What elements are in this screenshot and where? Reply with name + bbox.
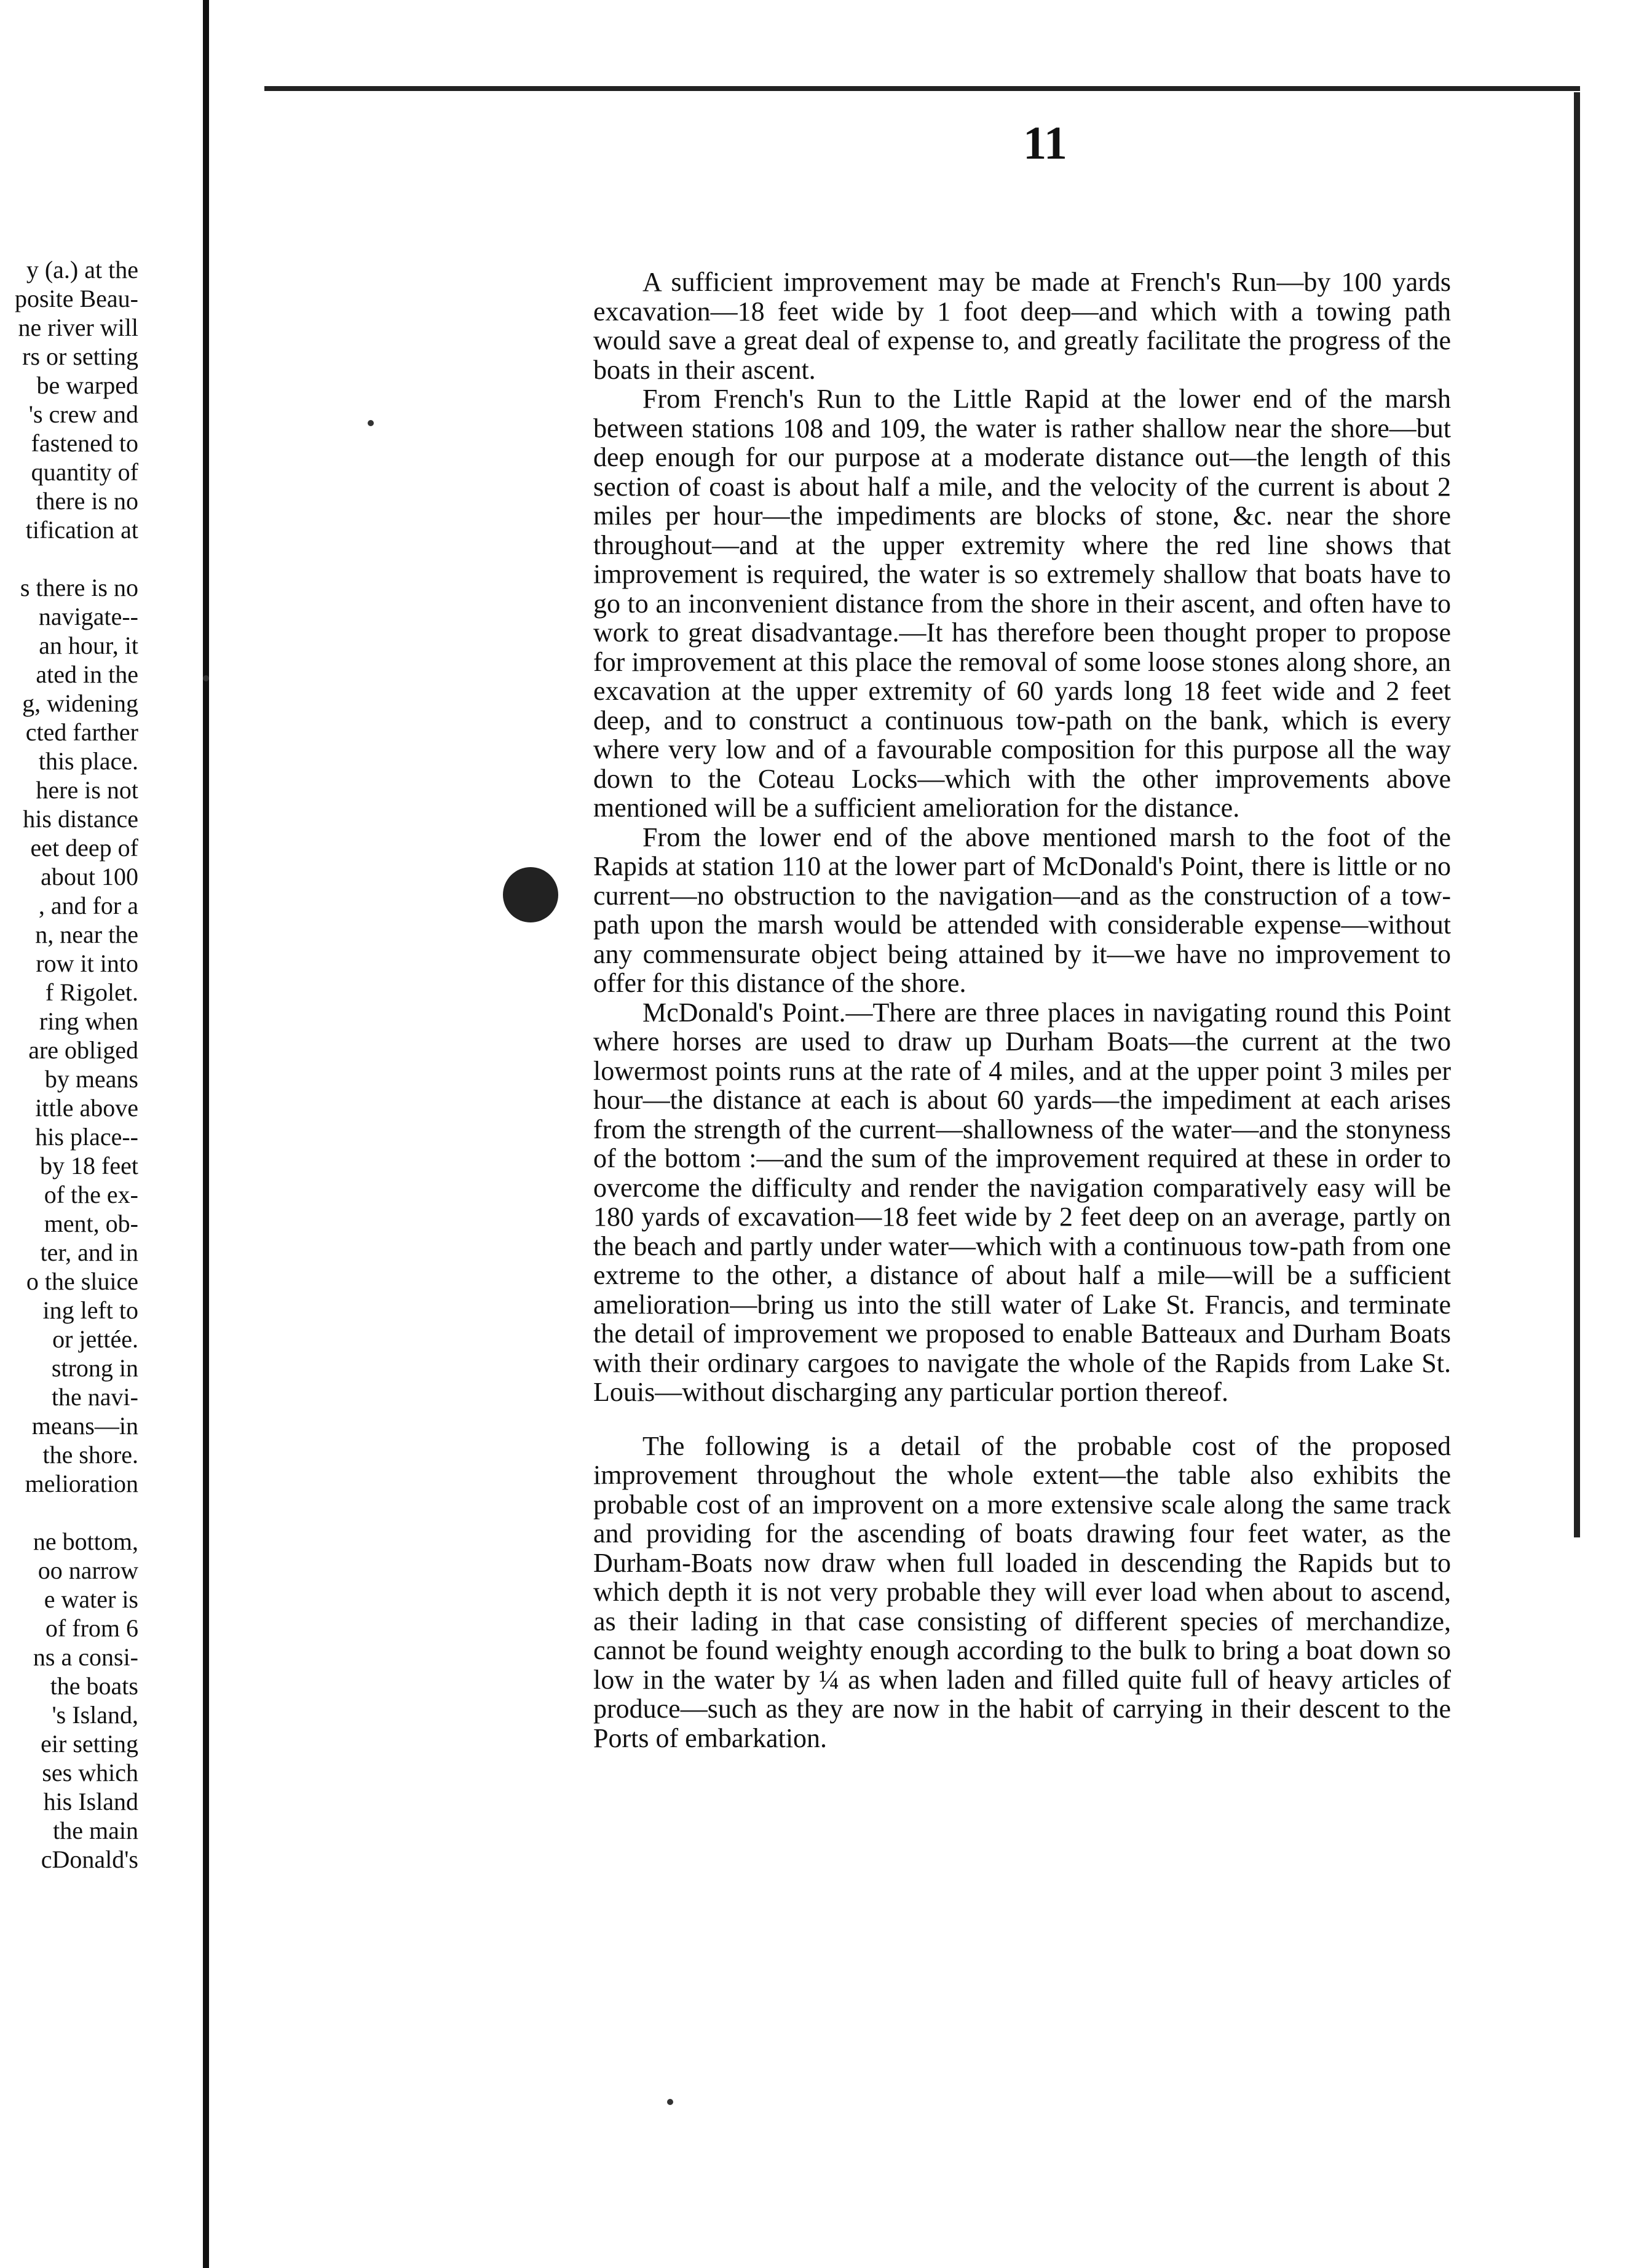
left-page-line: rs or setting	[22, 343, 138, 370]
left-page-line: f Rigolet.	[45, 978, 138, 1006]
left-page-line	[0, 544, 138, 573]
top-border-line	[264, 86, 1580, 91]
left-page-line: about 100	[41, 863, 138, 890]
left-page-line: ne river will	[18, 314, 138, 341]
left-page-line: strong in	[51, 1354, 138, 1382]
paragraph-marsh: From the lower end of the above mentioned marsh to the foot of the Rapids at station 110 at the lower part of McDonald's Point, there is little or no current—no obstruction to the navigation—and as the construction of a tow-path upon the marsh would be attended with considerable expense—without any commensurate object being attained by it—we have no improvement to offer for this distance of the shore.	[593, 822, 1451, 998]
left-page-line: oo narrow	[38, 1556, 138, 1584]
ink-blot	[503, 867, 558, 922]
left-page-line: the boats	[50, 1672, 138, 1700]
speck	[368, 420, 374, 426]
left-page-line: s there is no	[20, 574, 138, 601]
left-page-line: an hour, it	[39, 632, 138, 659]
left-page-line: ter, and in	[40, 1239, 138, 1266]
paragraph-cost-detail: The following is a detail of the probable cost of the proposed improvement throughout the whole extent—the table also exhibits the probable cost of an improvent on a more extensive scale along the same track and providing for the ascending of boats drawing four feet water, as the Durham-Boats now draw when full loaded in descending the Rapids but to which depth it is not very probable they will ever load when about to ascend, as their lading in that case consisting of different species of merchandize, cannot be found weighty enough according to the bulk to bring a boat down so low in the water by ¼ as when laden and filled quite full of heavy articles of produce—such as they are now in the habit of carrying in their descent to the Ports of embarkation.	[593, 1430, 1451, 1753]
left-page-line: ittle above	[35, 1094, 138, 1122]
left-page-line: 's Island,	[52, 1701, 138, 1729]
left-page-line: this place.	[38, 747, 138, 775]
paragraph-frenchs-run: A sufficient improvement may be made at French's Run—by 100 yards excavation—18 feet wide by 1 foot deep—and which with a towing path would save a great deal of expense to, and greatly facilitate the progress of the boats in their ascent.	[593, 267, 1451, 385]
left-page-text	[0, 255, 138, 1874]
left-page-line: the shore.	[42, 1441, 138, 1469]
left-page-line: there is no	[36, 487, 138, 515]
left-page-line: eet deep of	[30, 834, 138, 862]
paragraph-little-rapid: From French's Run to the Little Rapid at the lower end of the marsh between stations 108 and 109, the water is rather shallow near the shore—but deep enough for our purpose at a moderate distance out—the length of this section of coast is about half a mile, and the velocity of the current is about 2 miles per hour—the impediments are blocks of stone, &c. near the shore throughout—and at the upper extremity where the red line shows that improvement is required, the water is so extremely shallow that boats have to go to an inconvenient distance from the shore in their ascent, and often have to work to great disadvantage.—It has therefore been thought proper to propose for improvement at this place the removal of some loose stones along shore, an excavation at the upper extremity of 60 yards long 18 feet wide and 2 feet deep, and to construct a continuous tow-path on the bank, which is every where very low and of a favourable composition for this purpose all the way down to the Coteau Locks—which with the other improvements above mentioned will be a sufficient amelioration for the distance.	[593, 384, 1451, 823]
left-page-line: of from 6	[45, 1614, 138, 1642]
left-page-line: e water is	[44, 1585, 138, 1613]
left-page-line: the navi-	[51, 1383, 138, 1411]
left-page-line: row it into	[36, 950, 138, 977]
left-page-line: here is not	[36, 776, 138, 804]
left-page-line: fastened to	[31, 429, 138, 457]
left-page-line: ns a consi-	[33, 1643, 138, 1671]
left-page-edge	[0, 0, 209, 2268]
left-page-line: cted farther	[25, 718, 138, 746]
left-page-line: ing left to	[42, 1296, 138, 1324]
speck	[203, 675, 209, 681]
left-page-line: ated in the	[36, 660, 138, 688]
left-page-line: , and for a	[38, 892, 138, 919]
left-page-line	[0, 1498, 138, 1527]
left-page-line: cDonald's	[41, 1846, 138, 1873]
left-page-line: n, near the	[35, 921, 138, 948]
paragraph-mcdonalds-point: McDonald's Point.—There are three places in navigating round this Point where horses are used to draw up Durham Boats—the current at the two lowermost points runs at the rate of 4 miles, and at the upper point 3 miles per hour—the distance at each is about 60 yards—the impediment at each arises from the strength of the current—shallowness of the water—and the stonyness of the bottom :—and the sum of the improvement required at these in order to overcome the difficulty and render the navigation comparatively easy will be 180 yards of excavation—18 feet wide by 2 feet deep on an average, partly on the beach and partly under water—which with a continuous tow-path from one extreme to the other, a distance of about half a mile—will be a sufficient amelioration—bring us into the still water of Lake St. Francis, and terminate the detail of improvement we proposed to enable Batteaux and Durham Boats with their ordinary cargoes to navigate the whole of the Rapids from Lake St. Louis—without discharging any particular portion thereof.	[593, 997, 1451, 1407]
left-page-line: by means	[44, 1065, 138, 1093]
left-page-line: his Island	[43, 1788, 138, 1815]
left-page-line: or jettée.	[52, 1325, 138, 1353]
left-page-line: ring when	[39, 1007, 138, 1035]
speck	[667, 2099, 673, 2105]
left-page-line: of the ex-	[44, 1181, 138, 1208]
left-page-line: his distance	[23, 805, 138, 833]
left-page-line: o the sluice	[26, 1267, 138, 1295]
left-page-line: means—in	[31, 1412, 138, 1440]
left-page-line: g, widening	[22, 689, 138, 717]
left-page-line: by 18 feet	[40, 1152, 138, 1180]
body-text	[593, 268, 1451, 1753]
left-page-line: ment, ob-	[44, 1210, 138, 1237]
left-page-line: are obliged	[28, 1036, 138, 1064]
left-page-line: tification at	[25, 516, 138, 544]
page-number: 11	[1023, 117, 1067, 169]
left-page-line: posite Beau-	[14, 285, 138, 312]
left-page-line: y (a.) at the	[26, 256, 138, 284]
left-page-line: ne bottom,	[33, 1528, 138, 1555]
left-page-line: the main	[53, 1817, 138, 1844]
right-border-line	[1574, 92, 1580, 1537]
left-page-line: ses which	[42, 1759, 138, 1786]
left-page-line: his place--	[35, 1123, 138, 1151]
left-page-line: be warped	[36, 371, 138, 399]
left-page-line: melioration	[25, 1470, 138, 1497]
left-page-line: eir setting	[41, 1730, 138, 1758]
left-page-line: 's crew and	[28, 400, 138, 428]
left-page-line: navigate--	[38, 603, 138, 630]
left-page-line: quantity of	[31, 458, 138, 486]
